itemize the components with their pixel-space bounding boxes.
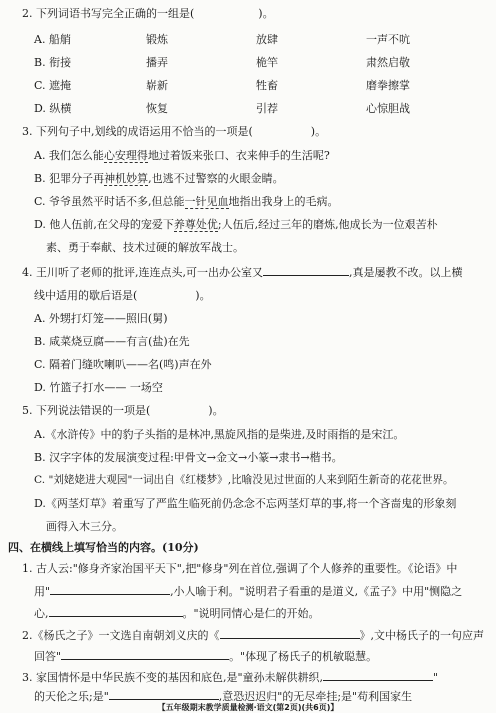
q2-option-label: A. 船艄: [34, 33, 71, 46]
q2-stem: [22, 6, 274, 21]
text: A. 我们怎么能: [34, 149, 104, 162]
q2-stem-text: 2. 下列词语书写完全正确的一组是(: [22, 7, 195, 20]
fill3-line: [34, 688, 412, 704]
text: ": [433, 671, 439, 684]
fill-blank[interactable]: [50, 583, 170, 595]
text: ,真是屡教不改。以上横: [348, 266, 463, 279]
q2-option-label: C. 遮掩: [34, 79, 72, 92]
section-title: 四、在横线上填写恰当的内容。(10分): [8, 541, 199, 554]
paren-end: )。: [195, 289, 211, 302]
fill1-line2: [34, 583, 462, 599]
text: 心,: [34, 607, 49, 620]
fill3-line: [22, 669, 438, 685]
paren-end: )。: [310, 125, 327, 138]
fill-blank[interactable]: [61, 648, 229, 660]
fill1-line3: [34, 605, 320, 621]
text: 4. 王川听了老师的批评,连连点头,可一出办公室又: [22, 266, 263, 279]
text: 。"说明同情心是仁的开始。: [182, 607, 320, 620]
q3-option-b: [34, 171, 284, 186]
text: 回答": [34, 650, 62, 663]
q3-option-c: [34, 194, 339, 209]
q2-word: 磨拳擦掌: [366, 79, 410, 92]
fill1-line1: 1. 古人云:"修身齐家治国平天下",把"修身"列在首位,强调了个人修养的重要性。《论语》中: [22, 562, 458, 575]
paren-end: )。: [208, 404, 224, 417]
q3-option-a: [34, 148, 330, 163]
marked-idiom: 养尊处优: [173, 218, 218, 231]
text: 2.《杨氏之子》一文选自南朝刘义庆的《: [22, 629, 220, 642]
q2-word: 恢复: [146, 102, 168, 115]
fill-blank[interactable]: [49, 605, 183, 617]
text: 地过着饭来张口、衣来伸手的生活呢?: [147, 149, 330, 162]
q2-option-label: B. 衔接: [34, 56, 72, 69]
q5-option-d: D.《两茎灯草》着重写了严监生临死前仍念念不忘两茎灯草的事,将一个吝啬鬼的形象刻: [34, 497, 457, 510]
text: ,也逃不过警察的火眼金睛。: [148, 172, 284, 185]
q2-word: 崭新: [146, 79, 168, 92]
text: 用": [34, 585, 51, 598]
fill-blank[interactable]: [323, 669, 433, 681]
q4-option-d: D. 竹篮子打水—— 一场空: [34, 381, 163, 394]
q2-word: 一声不吭: [366, 33, 410, 46]
fill2-line1: [22, 627, 484, 643]
q3-stem-text: 3. 下列句子中,划线的成语运用不恰当的一项是(: [22, 125, 253, 138]
text: 3. 家国情怀是中华民族不变的基因和底色,是"童孙未解供耕织,: [22, 671, 324, 684]
marked-idiom: 神机妙算: [104, 172, 149, 185]
text: 》,文中杨氏子的一句应声: [359, 629, 484, 642]
fill-blank[interactable]: [220, 627, 360, 639]
q2-word: 引荐: [256, 102, 278, 115]
marked-idiom: 心安理得: [103, 149, 148, 162]
q2-word: 锻炼: [146, 33, 168, 46]
q2-word: 放肆: [256, 33, 278, 46]
q2-word: 牲畜: [256, 79, 278, 92]
text: 线中适用的歇后语是(: [34, 289, 138, 302]
text: C. 爷爷虽然平时话不多,但总能: [34, 195, 185, 208]
text: D. 他人伍前,在父母的宠爱下: [34, 218, 174, 231]
q4-option-c: C. 隔着门缝吹喇叭——名(鸣)声在外: [34, 358, 212, 371]
q2-word: 桅竿: [256, 56, 278, 69]
page-footer: 【五年级期末教学质量检测·语文(第2页)(共6页)】: [157, 703, 339, 712]
q5-stem-text: 5. 下列说法错误的一项是(: [22, 404, 151, 417]
q5-stem: [22, 403, 224, 418]
text: 的天伦之乐;是": [34, 690, 109, 703]
q4-option-b: B. 咸菜烧豆腐——有言(盐)在先: [34, 335, 190, 348]
q5-option-d-cont: 画得入木三分。: [46, 520, 123, 533]
text: 地指出我身上的毛病。: [228, 195, 339, 208]
fill2-line2: [34, 648, 377, 664]
text: 。"体现了杨氏子的机敏聪慧。: [229, 650, 378, 663]
text: B. 犯罪分子再: [34, 172, 105, 185]
q5-option-b: B. 汉字字体的发展演变过程:甲骨文→金文→小篆→隶书→楷书。: [34, 451, 343, 464]
q3-option-d-cont: 素、勇于奉献、技术过硬的解放军战士。: [46, 241, 244, 254]
q4-option-a: A. 外甥打灯笼——照旧(舅): [34, 312, 168, 325]
q5-option-a: A.《水浒传》中的豹子头指的是林冲,黑旋风指的是柴进,及时雨指的是宋江。: [34, 428, 405, 441]
fill-blank[interactable]: [263, 264, 349, 276]
q4-line1: [22, 264, 462, 280]
q4-line2: [34, 288, 211, 303]
fill-blank[interactable]: [109, 688, 219, 700]
text: ,意恐迟迟归"的无尽牵挂;是"苟利国家生: [218, 690, 413, 703]
q2-option-label: D. 纵横: [34, 102, 72, 115]
q3-stem: [22, 124, 326, 139]
q3-option-d: [34, 217, 438, 232]
text: ;人伍后,经过三年的磨炼,他成长为一位艰苦朴: [217, 218, 438, 231]
marked-idiom: 一针见血: [184, 195, 229, 208]
q5-option-c: C. "刘姥姥进大观园"一词出自《红楼梦》,比喻没见过世面的人来到陌生新奇的花花世界。: [34, 474, 454, 486]
q2-word: 播弄: [146, 56, 168, 69]
q2-word: 心惊胆战: [366, 102, 410, 115]
paren-end: )。: [258, 7, 274, 20]
text: ,小人喻于利。"说明君子看重的是道义,《孟子》中用"恻隐之: [170, 585, 463, 598]
q2-word: 肃然启敬: [366, 56, 410, 69]
